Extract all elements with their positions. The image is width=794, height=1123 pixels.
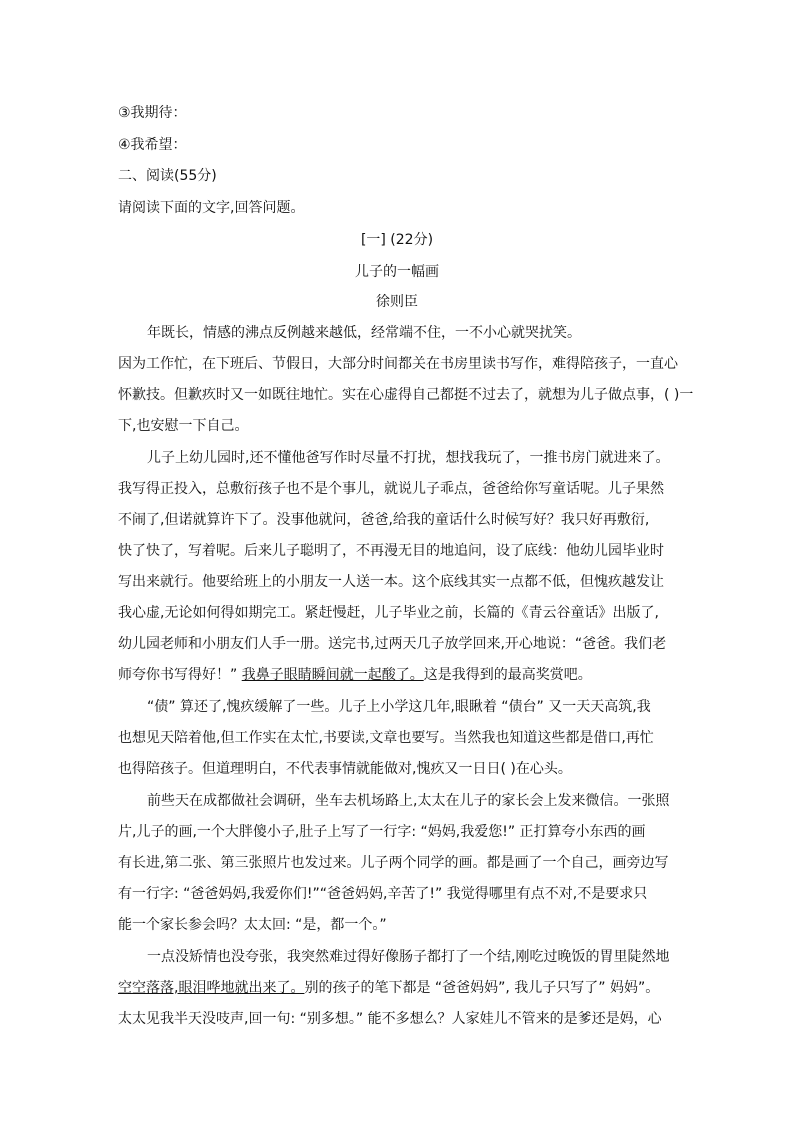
paragraph-line <box>118 665 592 685</box>
passage-title: 儿子的一幅画 <box>355 264 439 280</box>
paragraph-line: 幼儿园老师和小朋友们人手一册。送完书,过两天几子放学回来,开心地说：“爸爸。我们老 <box>118 636 667 652</box>
paragraph-line: 有一行字: “爸爸妈妈,我爱你们!”“爸爸妈妈,辛苦了!” 我觉得哪里有点不对,不是要求只 <box>118 886 648 902</box>
underlined-sentence: 我鼻子眼睛瞬间就一起酸了。 <box>241 667 424 683</box>
paragraph-line: 一点没矫情也没夸张，我突然难过得好像肠子都打了一个结,刚吃过晚饭的胃里陡然地 <box>147 949 670 965</box>
paragraph-line: 儿子上幼儿园时,还不懂他爸写作时尽量不打扰，想找我玩了，一推书房门就进来了。 <box>147 450 670 466</box>
paragraph-line: 我写得正投入，总敷衍孩子也不是个事儿，就说儿子乖点，爸爸给你写童话呢。儿子果然 <box>118 481 664 497</box>
paragraph-line: 太太见我半天没吱声,回一句: “别多想。” 能不多想么？人家娃儿不管来的是爹还是妈，心 <box>118 1011 662 1027</box>
part-label: [一] (22分) <box>360 232 434 248</box>
paragraph-line: 快了快了，写着呢。后来儿子聪明了，不再漫无目的地追问，设了底线：他幼儿园毕业时 <box>118 543 664 559</box>
section-heading: 二、阅读(55分) <box>118 168 217 184</box>
paragraph-line: 下,也安慰一下自己。 <box>118 418 249 434</box>
line-segment: 别的孩子的笔下都是 “爸爸妈妈”, 我儿子只写了” 妈妈”。 <box>304 980 660 996</box>
paragraph-line: 前些天在成都做社会调研，坐车去机场路上,太太在儿子的家长会上发来微信。一张照 <box>147 793 670 809</box>
paragraph-line: 不闹了,但诺就算许下了。没事他就问，爸爸,给我的童话什么时候写好？我只好再敷衍, <box>118 512 650 528</box>
paragraph-line: 怀歉技。但歉疚时又一如既往地忙。实在心虚得自己都挺不过去了，就想为儿子做点事，( )一 <box>118 387 694 403</box>
paragraph-line: 因为工作忙，在下班后、节假日，大部分时间都关在书房里读书写作，难得陪孩子，一直心 <box>118 356 678 372</box>
reading-instruction: 请阅读下面的文字,回答问题。 <box>118 200 305 216</box>
paragraph-line: 能一个家长参会吗？太太回: “是，都一个。” <box>118 917 387 933</box>
underlined-sentence: 空空落落,眼泪哗地就出来了。 <box>118 980 305 996</box>
paragraph-line: “债” 算还了,愧疚缓解了一些。儿子上小学这几年,眼瞅着 “债台” 又一天天高筑,我 <box>147 699 651 715</box>
paragraph-line: 也想见天陪着他,但工作实在太忙,书要读,文章也要写。当然我也知道这些都是借口,再忙 <box>118 730 654 746</box>
paragraph-line: 写出来就行。他要给班上的小朋友一人送一本。这个底线其实一点都不低，但愧疚越发让 <box>118 574 664 590</box>
passage-author: 徐则臣 <box>376 294 418 310</box>
line-segment: 师夸你书写得好！” <box>118 667 242 683</box>
paragraph-line: 片,儿子的画,一个大胖傻小子,肚子上写了一行字: “妈妈,我爱您!” 正打算夸小东西的画 <box>118 824 646 840</box>
paragraph-line: 我心虚,无论如何得如期完工。紧赶慢赶，儿子毕业之前，长篇的《青云谷童话》出版了, <box>118 605 659 621</box>
line-segment: 这是我得到的最高奖赏吧。 <box>423 667 592 683</box>
paragraph-line: 有长进,第二张、第三张照片也发过来。儿子两个同学的画。都是画了一个自己，画旁边写 <box>118 855 669 871</box>
item-4: ④我希望： <box>118 137 187 153</box>
paragraph-line: 也得陪孩子。但道理明白，不代表事情就能做对,愧疚又一日日( )在心头。 <box>118 761 572 777</box>
paragraph-line <box>118 978 659 998</box>
paragraph-line: 年既长，情感的沸点反例越来越低，经常端不住，一不小心就哭扰笑。 <box>147 325 581 341</box>
item-3: ③我期待： <box>118 105 187 121</box>
